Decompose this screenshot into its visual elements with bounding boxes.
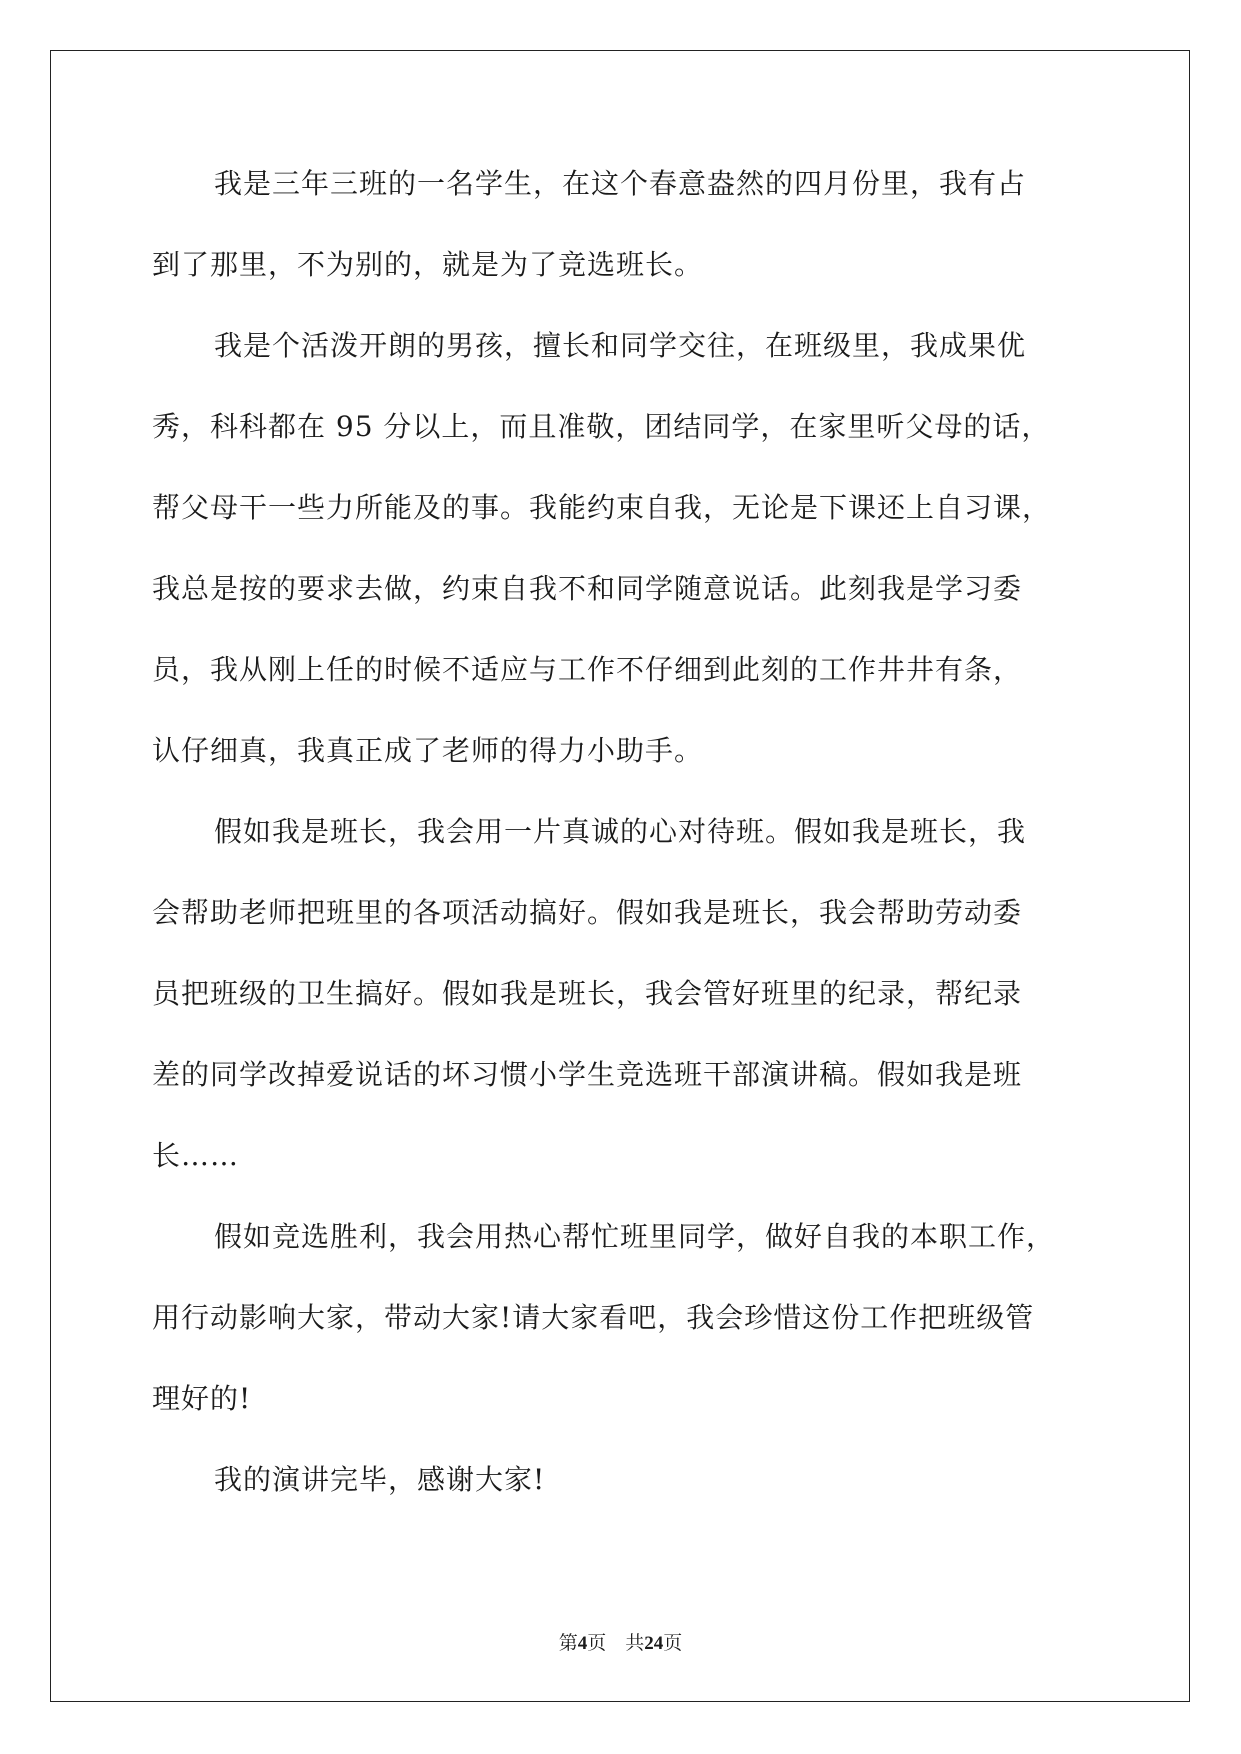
paragraph-2-line-5: 员，我从刚上任的时候不适应与工作不仔细到此刻的工作井井有条，: [152, 653, 1023, 686]
paragraph-4-line-2: 用行动影响大家，带动大家!请大家看吧，我会珍惜这份工作把班级管: [152, 1301, 1035, 1334]
page-prefix: 第: [558, 1633, 578, 1654]
paragraph-3-line-3: 员把班级的卫生搞好。假如我是班长，我会管好班里的纪录，帮纪录: [152, 977, 1023, 1010]
paragraph-4-line-3: 理好的!: [152, 1382, 252, 1415]
paragraph-4-line-1: 假如竞选胜利，我会用热心帮忙班里同学，做好自我的本职工作，: [214, 1220, 1056, 1253]
paragraph-2-line-3: 帮父母干一些力所能及的事。我能约束自我，无论是下课还上自习课，: [152, 491, 1052, 524]
document-body: [152, 162, 1097, 1539]
page-number: 4: [577, 1633, 588, 1654]
paragraph-1-line-1: 我是三年三班的一名学生，在这个春意盎然的四月份里，我有占: [214, 167, 1027, 200]
total-suffix: 页: [663, 1633, 683, 1654]
paragraph-2-line-1: 我是个活泼开朗的男孩，擅长和同学交往，在班级里，我成果优: [214, 329, 1027, 362]
paragraph-1-line-2: 到了那里，不为别的，就是为了竞选班长。: [152, 248, 704, 281]
total-prefix: 共: [625, 1633, 645, 1654]
total-pages: 24: [644, 1633, 664, 1654]
page-footer: [0, 1628, 1241, 1655]
page-suffix: 页: [587, 1633, 607, 1654]
paragraph-3-line-5: 长……: [152, 1139, 240, 1172]
paragraph-2-line-2: 秀，科科都在 95 分以上，而且准敬，团结同学，在家里听父母的话，: [152, 410, 1051, 443]
paragraph-2-line-4: 我总是按的要求去做，约束自我不和同学随意说话。此刻我是学习委: [152, 572, 1023, 605]
paragraph-3-line-2: 会帮助老师把班里的各项活动搞好。假如我是班长，我会帮助劳动委: [152, 896, 1023, 929]
paragraph-3-line-1: 假如我是班长，我会用一片真诚的心对待班。假如我是班长，我: [214, 815, 1027, 848]
paragraph-3-line-4: 差的同学改掉爱说话的坏习惯小学生竞选班干部演讲稿。假如我是班: [152, 1058, 1023, 1091]
paragraph-2-line-6: 认仔细真，我真正成了老师的得力小助手。: [152, 734, 704, 767]
paragraph-5-line-1: 我的演讲完毕，感谢大家!: [214, 1463, 546, 1496]
